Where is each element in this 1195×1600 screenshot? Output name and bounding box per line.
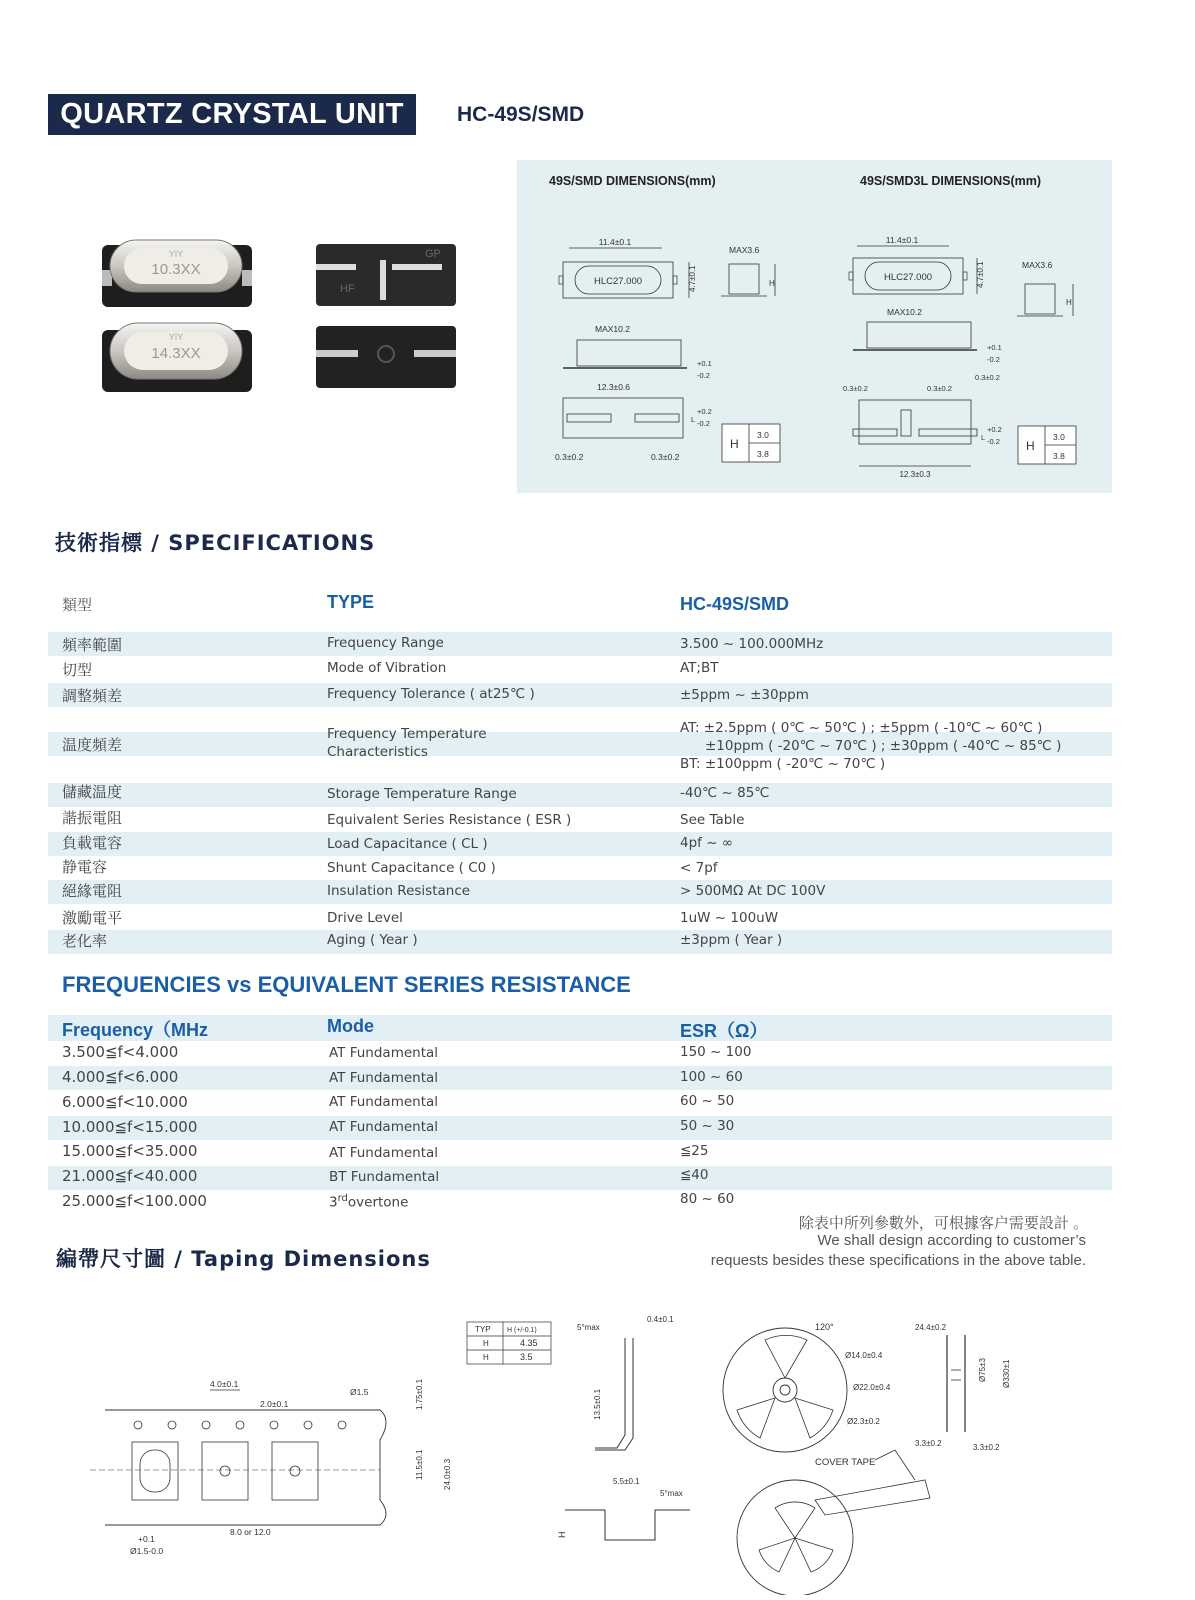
svg-text:Ø330±1: Ø330±1 — [1002, 1359, 1011, 1388]
svg-text:H: H — [730, 437, 739, 451]
taping-heading: 編帶尺寸圖 / Taping Dimensions — [56, 1247, 431, 1271]
dim-title-right: 49S/SMD3L DIMENSIONS(mm) — [860, 174, 1042, 188]
table-row: 25.000≦f<100.000 3rdovertone 80 ~ 60 — [62, 1191, 735, 1211]
svg-text:0.3±0.2: 0.3±0.2 — [651, 452, 680, 462]
svg-text:Ø1.5: Ø1.5 — [350, 1387, 369, 1397]
specs-heading: 技術指標 / SPECIFICATIONS — [55, 531, 376, 555]
svg-text:0.3±0.2: 0.3±0.2 — [927, 384, 952, 393]
svg-text:+0.2: +0.2 — [987, 425, 1002, 434]
svg-text:+0.1: +0.1 — [138, 1534, 155, 1544]
svg-text:MAX10.2: MAX10.2 — [595, 324, 630, 334]
table-row: 3.500≦f<4.000 AT Fundamental 150 ~ 100 — [62, 1043, 752, 1061]
svg-text:L: L — [981, 433, 986, 442]
svg-text:5°max: 5°max — [577, 1323, 600, 1332]
temp-char-val-1: AT: ±2.5ppm ( 0℃ ~ 50℃ ) ; ±5ppm ( -10℃ ~ 60℃ ) — [680, 720, 1043, 736]
svg-text:-0.2: -0.2 — [987, 437, 1000, 446]
esr-header-row: Frequency（MHz Mode ESR（Ω） — [48, 1015, 1112, 1041]
svg-text:Ø75±3: Ø75±3 — [978, 1358, 987, 1382]
label-top: 10.3XX — [151, 261, 201, 278]
product-photos — [80, 230, 500, 410]
dimension-drawings — [517, 160, 1112, 493]
svg-text:+0.1: +0.1 — [987, 343, 1002, 352]
svg-text:4.35: 4.35 — [520, 1338, 538, 1348]
table-row: 調整頻差 Frequency Tolerance ( at25℃ ) ±5ppm ~ ±30ppm — [48, 683, 1112, 707]
brand-text-2: YIY — [168, 332, 184, 342]
svg-text:3.8: 3.8 — [757, 449, 769, 459]
svg-text:4.7±0.1: 4.7±0.1 — [688, 265, 697, 292]
dimensions-panel — [517, 160, 1112, 493]
tape-drawing — [80, 1310, 460, 1560]
svg-text:+0.2: +0.2 — [697, 407, 712, 416]
temp-char-en-1: Frequency Temperature — [327, 726, 487, 742]
svg-text:H: H — [483, 1353, 489, 1362]
back-mark-1: GP — [425, 248, 441, 260]
svg-text:-0.2: -0.2 — [697, 371, 710, 380]
note-en-2: requests besides these specifications in the above table. — [710, 1252, 1086, 1269]
temp-char-val-2: ±10ppm ( -20℃ ~ 70℃ ) ; ±30ppm ( -40℃ ~ 85℃ ) — [705, 738, 1062, 754]
svg-text:H: H — [557, 1531, 567, 1538]
svg-text:H: H — [483, 1339, 489, 1348]
table-row: 激勵電平 Drive Level 1uW ~ 100uW — [62, 909, 779, 927]
svg-text:Ø14.0±0.4: Ø14.0±0.4 — [845, 1351, 883, 1360]
table-row: 15.000≦f<35.000 AT Fundamental ≦25 — [62, 1142, 709, 1161]
svg-text:H (+/-0.1): H (+/-0.1) — [507, 1327, 537, 1334]
svg-text:MAX3.6: MAX3.6 — [1022, 260, 1053, 270]
temp-char-en-2: Characteristics — [327, 744, 428, 760]
svg-text:8.0 or 12.0: 8.0 or 12.0 — [230, 1527, 271, 1537]
svg-text:3.5: 3.5 — [520, 1352, 533, 1362]
note-en-1: We shall design according to customer’s — [817, 1232, 1086, 1249]
table-row: 静電容 Shunt Capacitance ( C0 ) < 7pf — [62, 858, 718, 876]
svg-text:0.3±0.2: 0.3±0.2 — [843, 384, 868, 393]
table-row: 負載電容 Load Capacitance ( CL ) 4pf ~ ∞ — [48, 832, 1112, 856]
dim-title-left: 49S/SMD DIMENSIONS(mm) — [549, 174, 716, 188]
svg-text:MAX3.6: MAX3.6 — [729, 245, 760, 255]
esr-heading: FREQUENCIES vs EQUIVALENT SERIES RESISTANCE — [62, 972, 631, 997]
svg-text:0.4±0.1: 0.4±0.1 — [647, 1315, 674, 1324]
svg-text:12.3±0.6: 12.3±0.6 — [597, 382, 631, 392]
svg-text:-0.2: -0.2 — [697, 419, 710, 428]
svg-text:TYP: TYP — [475, 1325, 491, 1334]
note-zh: 除表中所列參數外，可根據客户需要設計 。 — [798, 1215, 1088, 1232]
svg-text:5.5±0.1: 5.5±0.1 — [613, 1477, 640, 1486]
temp-char-val-3: BT: ±100ppm ( -20℃ ~ 70℃ ) — [680, 756, 886, 772]
table-row: 4.000≦f<6.000 AT Fundamental 100 ~ 60 — [48, 1066, 1112, 1090]
svg-text:-0.2: -0.2 — [987, 355, 1000, 364]
svg-text:3.3±0.2: 3.3±0.2 — [915, 1439, 942, 1448]
page-title: QUARTZ CRYSTAL UNIT — [48, 94, 416, 135]
table-row: 老化率 Aging ( Year ) ±3ppm ( Year ) — [48, 930, 1112, 954]
svg-text:120°: 120° — [815, 1322, 834, 1332]
svg-text:0.3±0.2: 0.3±0.2 — [555, 452, 584, 462]
svg-text:12.3±0.3: 12.3±0.3 — [899, 470, 931, 479]
type-value: HC-49S/SMD — [680, 594, 790, 614]
svg-text:Ø22.0±0.4: Ø22.0±0.4 — [853, 1383, 891, 1392]
table-row: 温度頻差 — [48, 732, 1112, 756]
table-row: 諧振電阻 Equivalent Series Resistance ( ESR ) See Table — [62, 809, 745, 828]
svg-text:4.0±0.1: 4.0±0.1 — [210, 1379, 239, 1389]
svg-text:3.3±0.2: 3.3±0.2 — [973, 1443, 1000, 1452]
svg-text:L: L — [691, 415, 696, 424]
type-zh: 類型 — [62, 596, 93, 614]
reel-drawing — [715, 1310, 1045, 1595]
svg-text:11.4±0.1: 11.4±0.1 — [598, 237, 632, 247]
svg-text:Ø2.3±0.2: Ø2.3±0.2 — [847, 1417, 880, 1426]
svg-text:HLC27.000: HLC27.000 — [883, 272, 933, 283]
svg-text:HLC27.000: HLC27.000 — [593, 276, 643, 287]
svg-text:24.4±0.2: 24.4±0.2 — [915, 1323, 947, 1332]
svg-text:5°max: 5°max — [660, 1489, 683, 1498]
type-en: TYPE — [327, 592, 375, 612]
table-row: 10.000≦f<15.000 AT Fundamental 50 ~ 30 — [48, 1116, 1112, 1140]
svg-text:Ø1.5-0.0: Ø1.5-0.0 — [130, 1546, 164, 1556]
table-row: 絕緣電阻 Insulation Resistance > 500MΩ At DC 100V — [48, 880, 1112, 904]
svg-text:1.75±0.1: 1.75±0.1 — [415, 1378, 424, 1410]
svg-text:13.5±0.1: 13.5±0.1 — [593, 1388, 602, 1420]
svg-text:4.7±0.1: 4.7±0.1 — [976, 261, 985, 288]
table-row: 頻率範圍 Frequency Range 3.500 ~ 100.000MHz — [48, 632, 1112, 656]
svg-text:H: H — [769, 279, 775, 288]
svg-text:COVER TAPE: COVER TAPE — [815, 1457, 876, 1468]
svg-text:MAX10.2: MAX10.2 — [887, 307, 922, 317]
table-row: 儲藏温度 Storage Temperature Range -40℃ ~ 85℃ — [48, 783, 1112, 807]
svg-text:+0.1: +0.1 — [697, 359, 712, 368]
label-bottom: 14.3XX — [151, 345, 201, 362]
svg-text:H: H — [1066, 298, 1072, 307]
svg-text:2.0±0.1: 2.0±0.1 — [260, 1399, 289, 1409]
table-row: 切型 Mode of Vibration AT;BT — [62, 660, 719, 679]
svg-text:11.5±0.1: 11.5±0.1 — [415, 1449, 424, 1480]
svg-text:11.4±0.1: 11.4±0.1 — [885, 235, 919, 245]
svg-text:3.0: 3.0 — [757, 430, 769, 440]
specs-header-row — [48, 590, 1112, 618]
svg-text:3.0: 3.0 — [1053, 432, 1065, 442]
brand-text-1: YIY — [168, 249, 184, 259]
svg-text:H: H — [1026, 439, 1035, 453]
model-number: HC-49S/SMD — [457, 103, 585, 126]
back-mark-2: HF — [340, 283, 355, 295]
table-row: 21.000≦f<40.000 BT Fundamental ≦40 — [48, 1166, 1112, 1190]
svg-text:3.8: 3.8 — [1053, 451, 1065, 461]
pocket-drawing — [465, 1310, 700, 1590]
svg-text:0.3±0.2: 0.3±0.2 — [975, 373, 1000, 382]
svg-text:24.0±0.3: 24.0±0.3 — [443, 1458, 452, 1490]
table-row: 6.000≦f<10.000 AT Fundamental 60 ~ 50 — [62, 1093, 735, 1111]
